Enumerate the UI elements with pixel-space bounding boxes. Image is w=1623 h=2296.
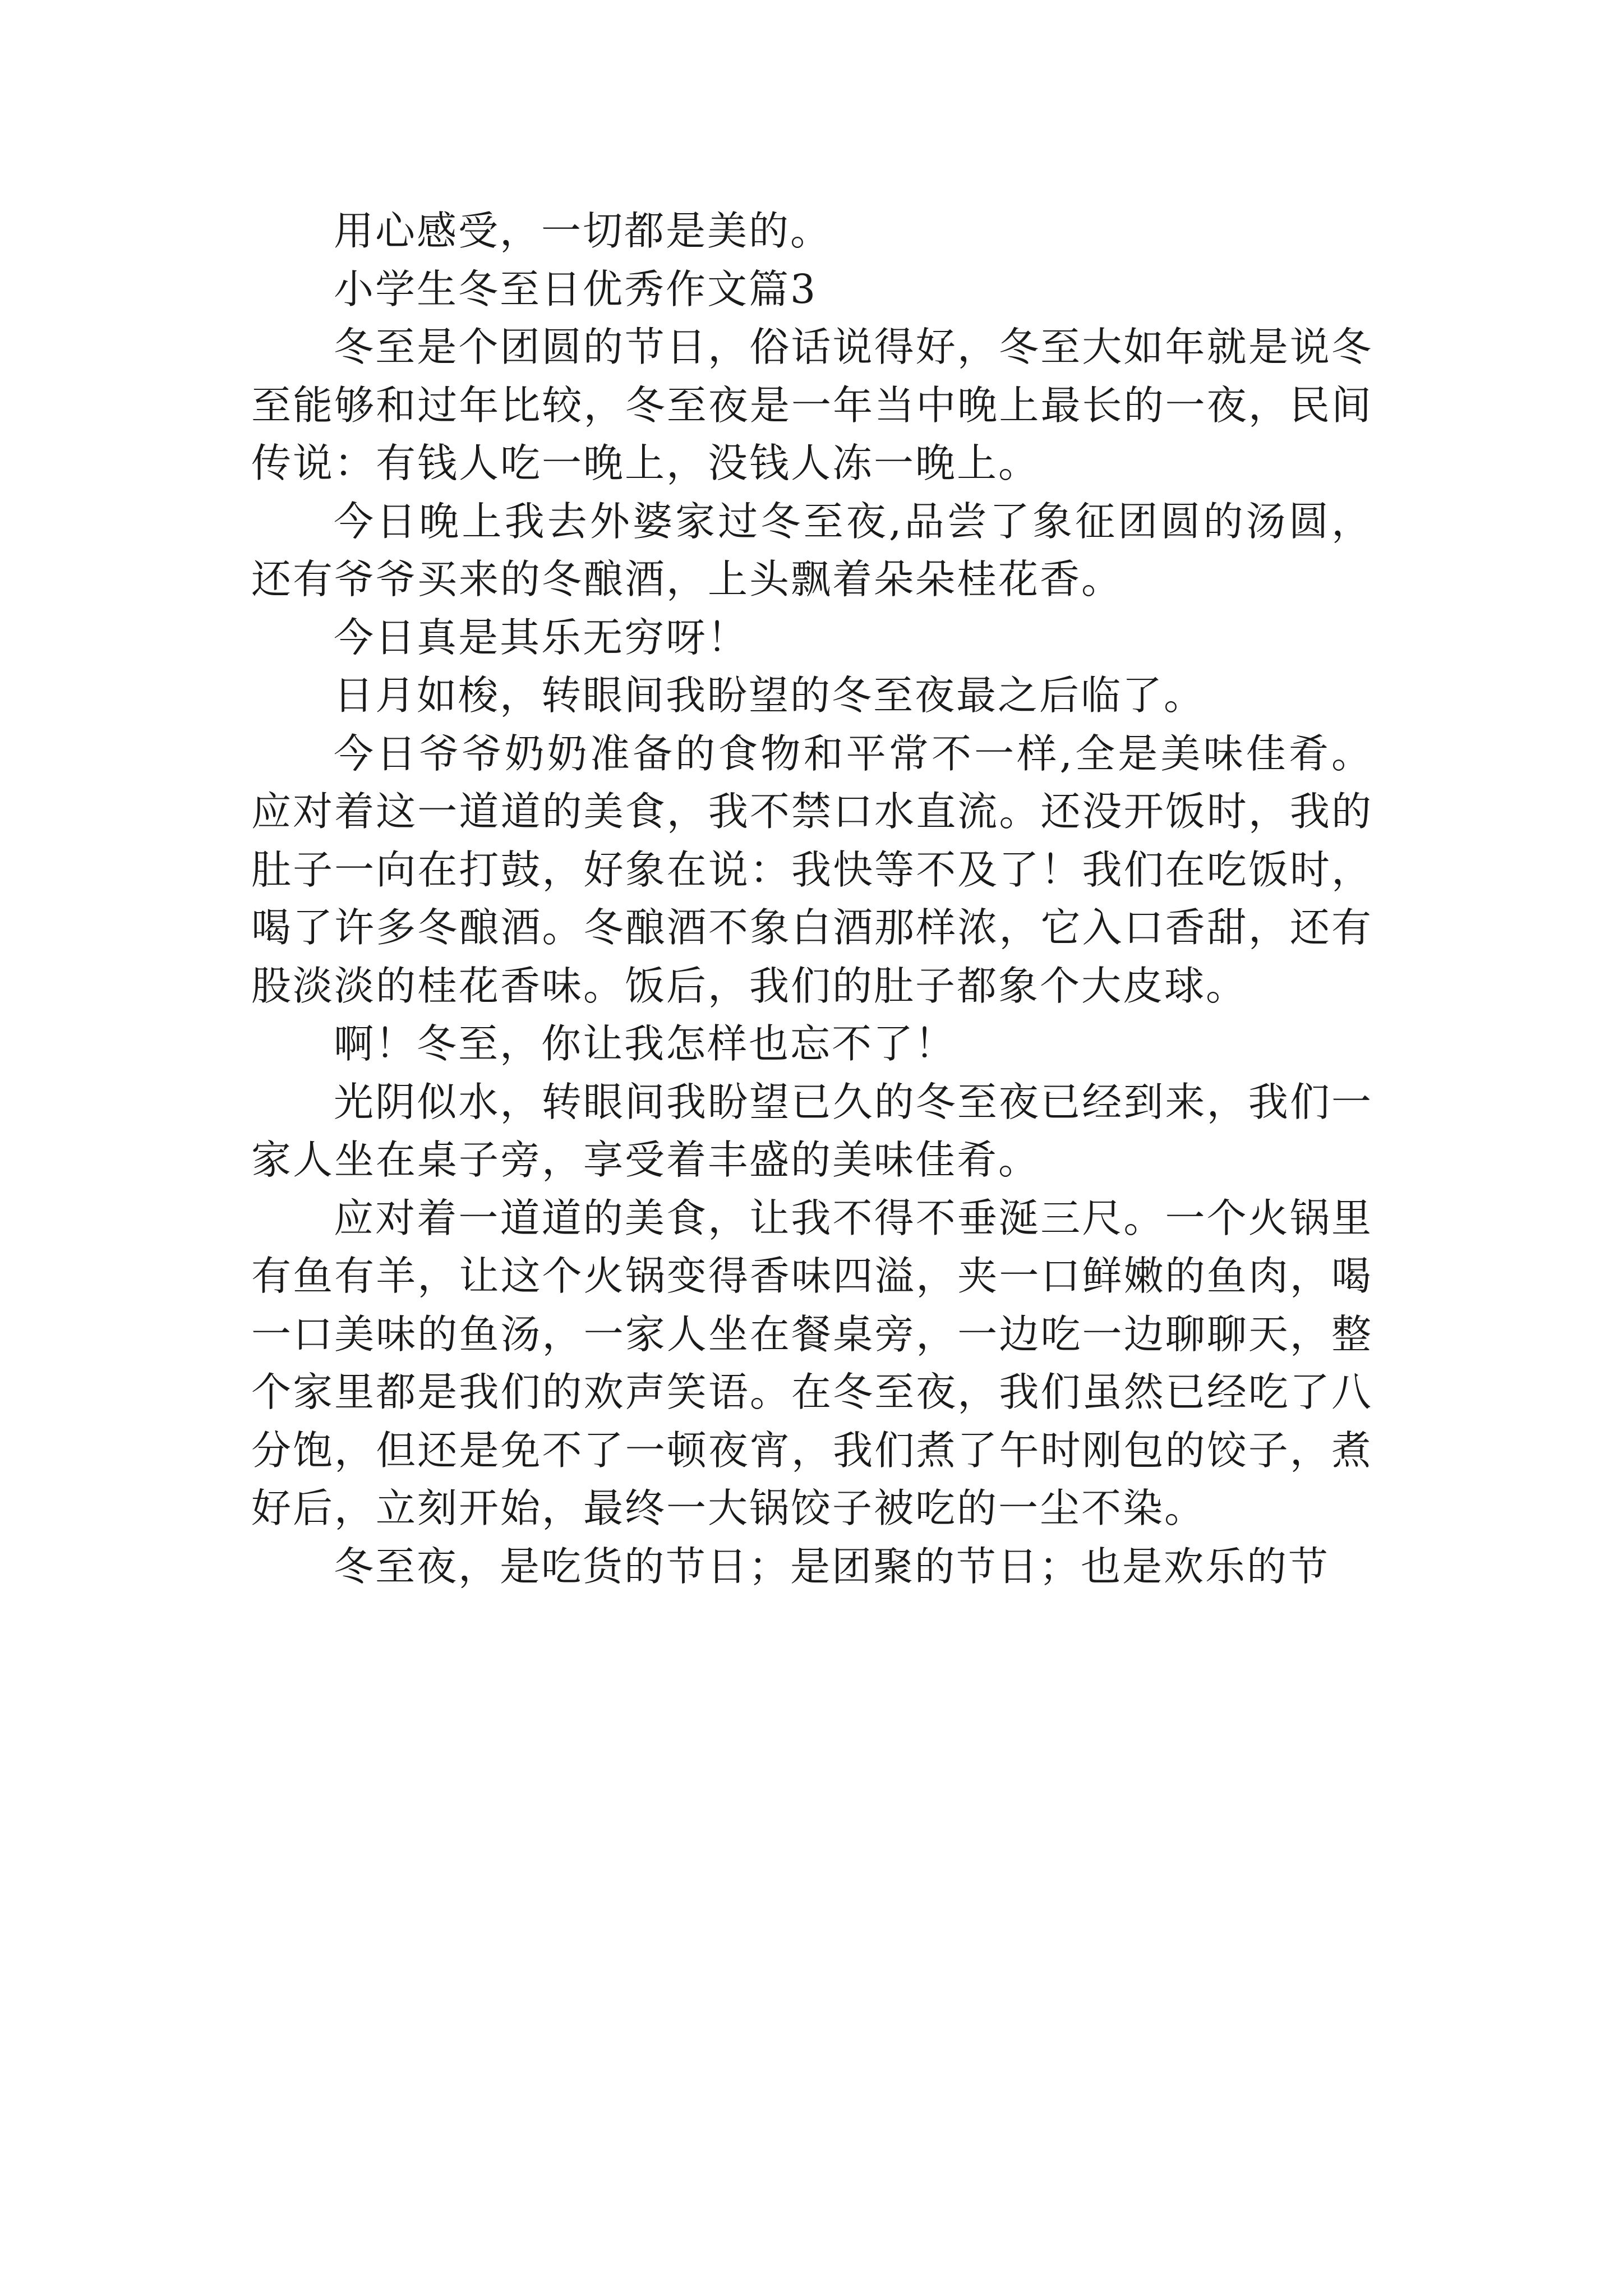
paragraph: 日月如梭，转眼间我盼望的冬至夜最之后临了。 (334, 672, 1206, 719)
paragraph: 今日真是其乐无穷呀！ (334, 614, 749, 661)
paragraph: 用心感受，一切都是美的。 (334, 208, 832, 254)
paragraph: 啊！冬至，你让我怎样也忘不了！ (334, 1020, 957, 1067)
paragraph: 冬至是个团圆的节日，俗话说得好，冬至大如年就是说冬至能够和过年比较，冬至夜是一年当中晚上最长的一夜，民间传说：有钱人吃一晚上，没钱人冻一晚上。 (251, 324, 1373, 486)
paragraph: 冬至夜，是吃货的节日；是团聚的节日；也是欢乐的节 (334, 1543, 1330, 1590)
paragraph: 今日晚上我去外婆家过冬至夜,品尝了象征团圆的汤圆，还有爷爷买来的冬酿酒，上头飘着朵朵桂花香。 (251, 498, 1373, 602)
paragraph: 应对着一道道的美食，让我不得不垂涎三尺。一个火锅里有鱼有羊，让这个火锅变得香味四溢，夹一口鲜嫩的鱼肉，喝一口美味的鱼汤，一家人坐在餐桌旁，一边吃一边聊聊天，整个家里都是我们的欢声笑语。在冬至夜，我们虽然已经吃了八分饱，但还是免不了一顿夜宵，我们煮了午时刚包的饺子，煮好后，立刻开始，最终一大锅饺子被吃的一尘不染。 (251, 1194, 1373, 1531)
section-heading: 小学生冬至日优秀作文篇3 (334, 265, 818, 312)
paragraph: 今日爷爷奶奶准备的食物和平常不一样,全是美味佳肴。应对着这一道道的美食，我不禁口水直流。还没开饭时，我的肚子一向在打鼓，好象在说：我快等不及了！我们在吃饭时，喝了许多冬酿酒。冬酿酒不象白酒那样浓，它入口香甜，还有股淡淡的桂花香味。饭后，我们的肚子都象个大皮球。 (251, 730, 1373, 1009)
document-body (251, 202, 1373, 1595)
paragraph: 光阴似水，转眼间我盼望已久的冬至夜已经到来，我们一家人坐在桌子旁，享受着丰盛的美味佳肴。 (251, 1078, 1373, 1183)
